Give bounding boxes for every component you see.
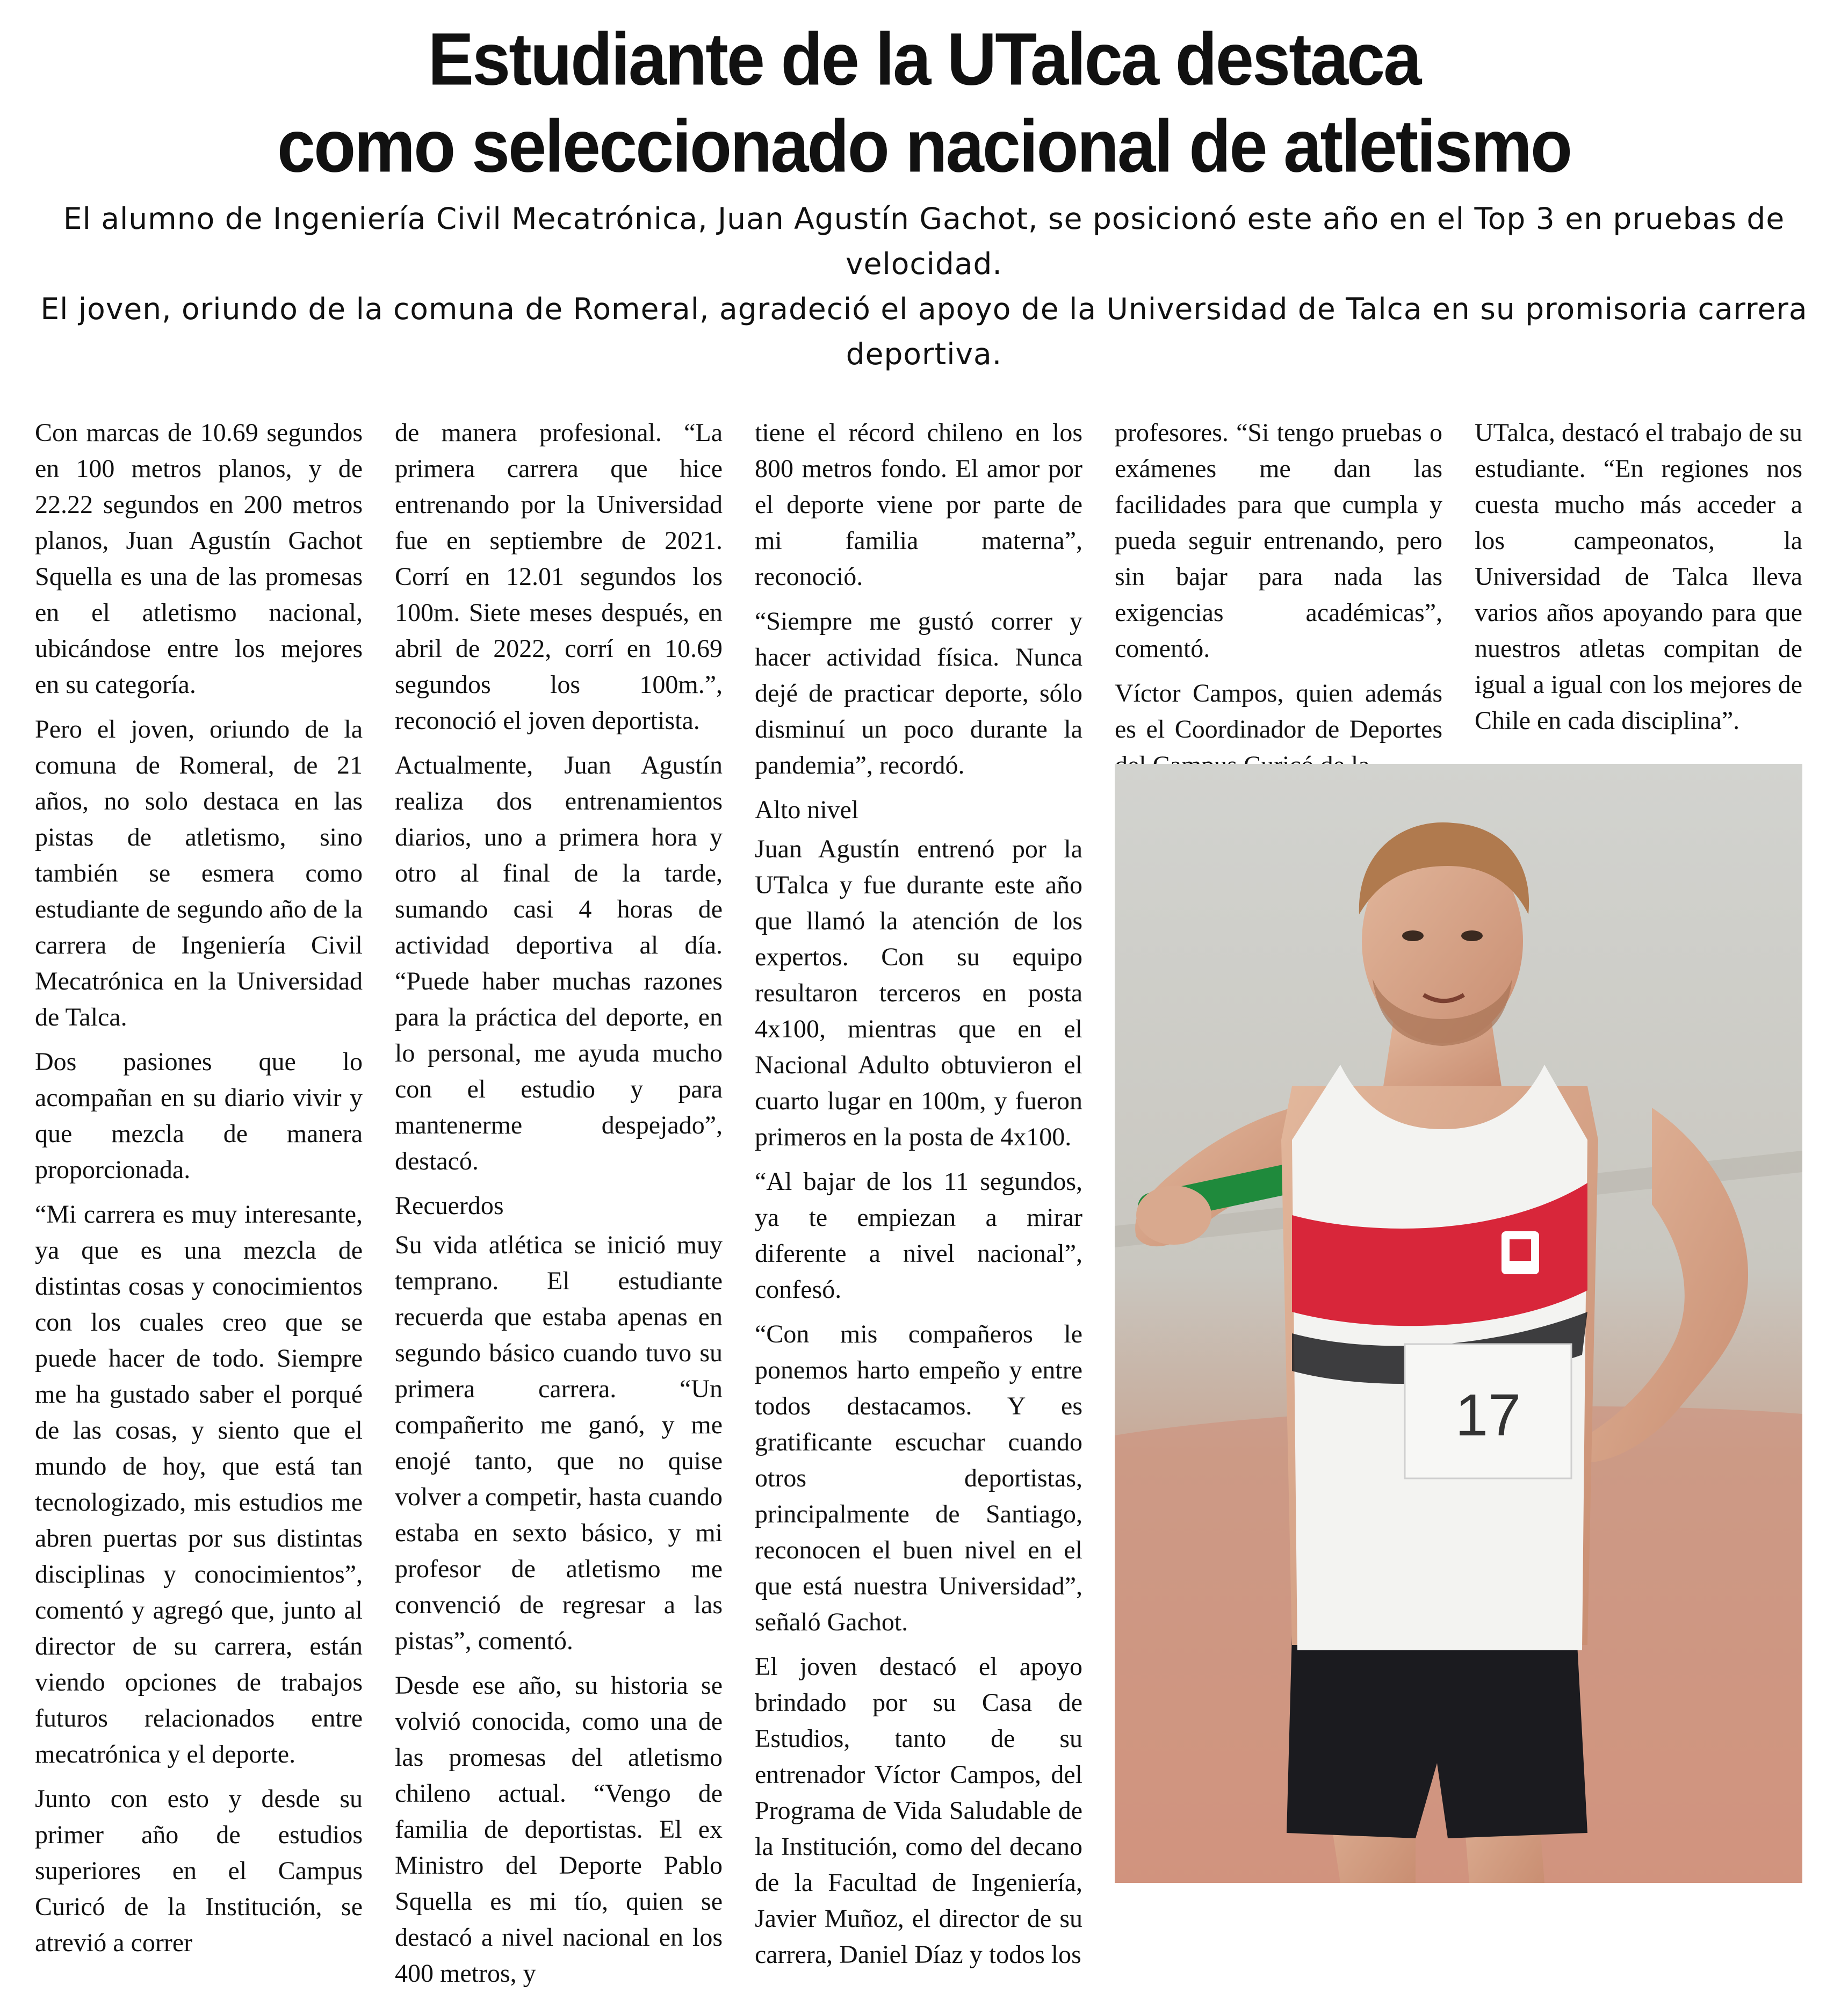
column-4	[1115, 415, 1442, 743]
bib-number: 17	[1455, 1382, 1521, 1448]
column-2	[395, 415, 723, 2000]
column-3	[755, 415, 1082, 1981]
paragraph: Actualmente, Juan Agustín realiza dos entrenamientos diarios, uno a primera hora y otro al final de la tarde, sumando casi 4 horas de actividad deportiva al día. “Puede haber muchas razones para la práctica del deporte, en lo personal, me ayuda mucho con el estudio y para mantenerme despejado”, destacó.	[395, 751, 723, 1175]
athlete-illustration	[1115, 764, 1802, 1883]
paragraph: “Mi carrera es muy interesante, ya que es una mezcla de distintas cosas y conocimientos con los cuales creo que se puede hacer de todo. Siempre me ha gustado saber el porqué de las cosas, y siento que el mundo de hoy, que está tan tecnologizado, mis estudios me abren puertas por sus distintas disciplinas y conocimientos”, comentó y agregó que, junto al director de su carrera, están viendo opciones de trabajos futuros relacionados entre mecatrónica y el deporte.	[35, 1200, 363, 1768]
paragraph: profesores. “Si tengo pruebas o exámenes me dan las facilidades para que cumpla y pueda seguir entrenando, pero sin bajar para nada las exigencias académicas”, comentó.	[1115, 418, 1442, 663]
column-1	[35, 415, 363, 1969]
paragraph: Juan Agustín entrenó por la UTalca y fue durante este año que llamó la atención de los expertos. Con su equipo resultaron terceros en posta 4x100, mientras que en el Nacional Adulto obtuvieron el cuarto lugar en 100m, y fueron primeros en la posta de 4x100.	[755, 835, 1082, 1151]
subhead-recuerdos: Recuerdos	[395, 1192, 504, 1220]
right-eye	[1461, 930, 1483, 941]
headline-line-1: Estudiante de la UTalca destaca	[428, 18, 1420, 101]
paragraph: Desde ese año, su historia se volvió conocida, como una de las promesas del atletismo chileno actual. “Vengo de familia de deportistas. El ex Ministro del Deporte Pablo Squella es mi tío, quien se destacó a nivel nacional en los 400 metros, y	[395, 1671, 723, 1988]
headline-line-2: como seleccionado nacional de atletismo	[277, 105, 1571, 188]
paragraph: tiene el récord chileno en los 800 metros fondo. El amor por el deporte viene por parte de mi familia materna”, reconoció.	[755, 418, 1082, 591]
deck-line-2: El joven, oriundo de la comuna de Romeral, agradeció el apoyo de la Universidad de Talca en su promisoria carrera deportiva.	[40, 292, 1808, 371]
paragraph: El joven destacó el apoyo brindado por su Casa de Estudios, tanto de su entrenador Víctor Campos, del Programa de Vida Saludable de la Institución, como del decano de la Facultad de Ingeniería, Javier Muñoz, el director de su carrera, Daniel Díaz y todos los	[755, 1652, 1082, 1969]
utalca-logo-mark	[1510, 1239, 1531, 1261]
paragraph: Dos pasiones que lo acompañan en su diario vivir y que mezcla de manera proporcionada.	[35, 1048, 363, 1184]
paragraph: “Con mis compañeros le ponemos harto empeño y entre todos destacamos. Y es gratificante escuchar cuando otros deportistas, principalmente de Santiago, reconocen el buen nivel en el que está nuestra Universidad”, señaló Gachot.	[755, 1320, 1082, 1636]
paragraph: Pero el joven, oriundo de la comuna de Romeral, de 21 años, no solo destaca en las pistas de atletismo, sino también se esmera como estudiante de segundo año de la carrera de Ingeniería Civil Mecatrónica en la Universidad de Talca.	[35, 715, 363, 1031]
deck-line-1: El alumno de Ingeniería Civil Mecatrónica, Juan Agustín Gachot, se posicionó este año en el Top 3 en pruebas de velocidad.	[63, 201, 1785, 281]
paragraph: “Al bajar de los 11 segundos, ya te empiezan a mirar diferente a nivel nacional”, confesó.	[755, 1167, 1082, 1304]
hand	[1136, 1186, 1211, 1245]
deck	[32, 196, 1816, 377]
headline	[0, 16, 1848, 190]
paragraph: de manera profesional. “La primera carrera que hice entrenando por la Universidad fue en septiembre de 2021. Corrí en 12.01 segundos los 100m. Siete meses después, en abril de 2022, corrí en 10.69 segundos los 100m.”, reconoció el joven deportista.	[395, 418, 723, 735]
paragraph: Su vida atlética se inició muy temprano. El estudiante recuerda que estaba apenas en segundo básico cuando tuvo su primera carrera. “Un compañerito me ganó, y me enojé tanto, que no quise volver a competir, hasta cuando estaba en sexto básico, y mi profesor de atletismo me convenció de regresar a las pistas”, comentó.	[395, 1231, 723, 1655]
paragraph: UTalca, destacó el trabajo de su estudiante. “En regiones nos cuesta mucho más acceder a los campeonatos, la Universidad de Talca lleva varios años apoyando para que nuestros atletas compitan de igual a igual con los mejores de Chile en cada disciplina”.	[1475, 418, 1802, 735]
column-5	[1475, 415, 1802, 747]
left-eye	[1402, 930, 1424, 941]
paragraph: “Siempre me gustó correr y hacer actividad física. Nunca dejé de practicar deporte, sólo disminuí un poco durante la pandemia”, recordó.	[755, 607, 1082, 779]
paragraph: Junto con esto y desde su primer año de estudios superiores en el Campus Curicó de la Institución, se atrevió a correr	[35, 1785, 363, 1957]
paragraph: Víctor Campos, quien además es el Coordinador de Deportes	[1115, 679, 1442, 743]
athlete-photo	[1115, 764, 1802, 1883]
paragraph: Con marcas de 10.69 segundos en 100 metros planos, y de 22.22 segundos en 200 metros planos, Juan Agustín Gachot Squella es una de las promesas en el atletismo nacional, ubicándose entre los mejores en su categoría.	[35, 418, 363, 699]
subhead-alto-nivel: Alto nivel	[755, 796, 859, 824]
